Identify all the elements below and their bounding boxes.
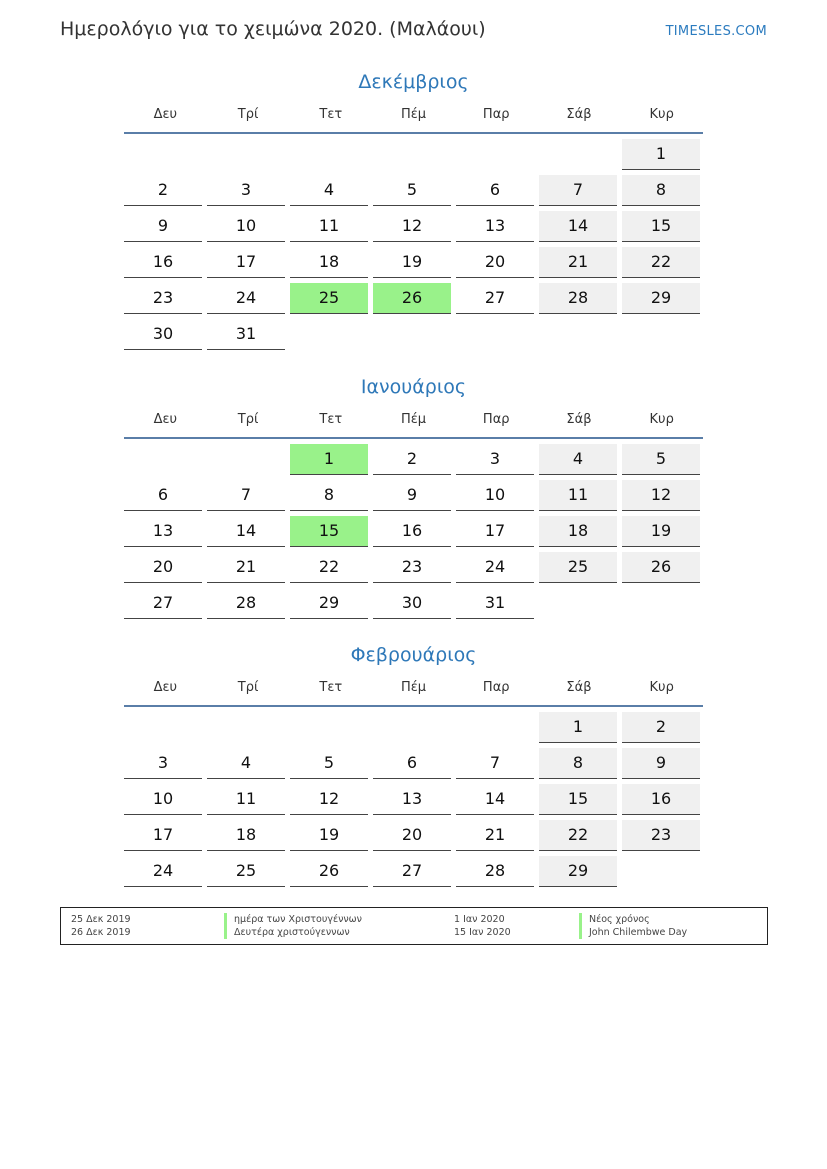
day-cell: 28 xyxy=(207,588,285,619)
day-cell: 7 xyxy=(539,175,617,206)
day-cell: 5 xyxy=(373,175,451,206)
week-row xyxy=(124,283,703,319)
weekday-header xyxy=(124,96,703,134)
day-cell: 3 xyxy=(207,175,285,206)
day-cell: 27 xyxy=(456,283,534,314)
legend-holiday-name: Νέος χρόνος xyxy=(579,913,650,926)
week-row xyxy=(124,444,703,480)
day-cell: 29 xyxy=(290,588,368,619)
legend-holiday-name: John Chilembwe Day xyxy=(579,926,687,939)
day-cell: 17 xyxy=(124,820,202,851)
legend-date: 1 Ιαν 2020 xyxy=(454,914,505,925)
month-calendar xyxy=(124,641,703,892)
empty-day-cell xyxy=(539,319,617,349)
day-cell: 29 xyxy=(622,283,700,314)
week-row xyxy=(124,319,703,355)
legend-date: 25 Δεκ 2019 xyxy=(71,914,131,925)
day-cell: 2 xyxy=(124,175,202,206)
day-cell: 14 xyxy=(207,516,285,547)
day-cell: 16 xyxy=(124,247,202,278)
day-cell: 11 xyxy=(207,784,285,815)
empty-day-cell xyxy=(622,319,700,349)
weekday-label: Σάβ xyxy=(566,106,592,122)
day-cell: 2 xyxy=(622,712,700,743)
day-cell: 18 xyxy=(539,516,617,547)
day-cell: 18 xyxy=(207,820,285,851)
day-cell: 24 xyxy=(207,283,285,314)
day-cell: 11 xyxy=(539,480,617,511)
day-cell: 25 xyxy=(207,856,285,887)
day-cell: 19 xyxy=(622,516,700,547)
week-row xyxy=(124,211,703,247)
day-cell: 1 xyxy=(622,139,700,170)
legend-holiday-name: Δευτέρα χριστούγεννων xyxy=(224,926,350,939)
weekday-label: Τετ xyxy=(319,679,343,695)
day-cell: 14 xyxy=(456,784,534,815)
day-cell: 21 xyxy=(456,820,534,851)
day-cell: 3 xyxy=(124,748,202,779)
day-cell: 5 xyxy=(622,444,700,475)
weekday-label: Πέμ xyxy=(400,411,427,427)
day-cell: 7 xyxy=(456,748,534,779)
week-row xyxy=(124,748,703,784)
day-cell: 4 xyxy=(539,444,617,475)
day-cell: 21 xyxy=(207,552,285,583)
day-cell: 20 xyxy=(124,552,202,583)
day-cell: 6 xyxy=(124,480,202,511)
weekday-label: Τρί xyxy=(237,411,259,427)
day-cell: 22 xyxy=(539,820,617,851)
day-cell: 26 xyxy=(622,552,700,583)
weekday-label: Δευ xyxy=(153,106,178,122)
day-cell: 10 xyxy=(456,480,534,511)
empty-day-cell xyxy=(290,712,368,742)
day-cell: 9 xyxy=(124,211,202,242)
week-row xyxy=(124,480,703,516)
day-cell: 6 xyxy=(456,175,534,206)
week-row xyxy=(124,712,703,748)
day-cell: 18 xyxy=(290,247,368,278)
page-title: Ημερολόγιο για το χειμώνα 2020. (Μαλάουι) xyxy=(60,18,486,40)
week-row xyxy=(124,856,703,892)
day-cell: 5 xyxy=(290,748,368,779)
day-cell: 4 xyxy=(207,748,285,779)
month-name: Δεκέμβριος xyxy=(358,71,469,93)
empty-day-cell xyxy=(207,444,285,474)
day-cell: 10 xyxy=(207,211,285,242)
empty-day-cell xyxy=(207,139,285,169)
empty-day-cell xyxy=(124,712,202,742)
weekday-label: Σάβ xyxy=(566,411,592,427)
weekday-label: Παρ xyxy=(482,106,510,122)
legend-date: 26 Δεκ 2019 xyxy=(71,927,131,938)
empty-day-cell xyxy=(373,139,451,169)
weekday-label: Δευ xyxy=(153,411,178,427)
empty-day-cell xyxy=(290,139,368,169)
weekday-label: Σάβ xyxy=(566,679,592,695)
weekday-label: Τετ xyxy=(319,106,343,122)
week-row xyxy=(124,139,703,175)
day-cell: 27 xyxy=(124,588,202,619)
day-cell: 22 xyxy=(622,247,700,278)
day-cell: 19 xyxy=(373,247,451,278)
weekday-label: Τετ xyxy=(319,411,343,427)
day-cell: 13 xyxy=(456,211,534,242)
empty-day-cell xyxy=(207,712,285,742)
empty-day-cell xyxy=(456,319,534,349)
empty-day-cell xyxy=(373,712,451,742)
day-cell: 27 xyxy=(373,856,451,887)
weekday-label: Δευ xyxy=(153,679,178,695)
day-cell: 13 xyxy=(124,516,202,547)
day-cell: 8 xyxy=(622,175,700,206)
week-row xyxy=(124,516,703,552)
day-cell: 13 xyxy=(373,784,451,815)
day-cell: 9 xyxy=(373,480,451,511)
day-cell: 8 xyxy=(539,748,617,779)
day-cell: 31 xyxy=(456,588,534,619)
weekday-label: Κυρ xyxy=(649,106,674,122)
day-cell: 12 xyxy=(622,480,700,511)
legend-date: 15 Ιαν 2020 xyxy=(454,927,511,938)
empty-day-cell xyxy=(539,139,617,169)
day-cell: 15 xyxy=(622,211,700,242)
empty-day-cell xyxy=(539,588,617,618)
day-cell: 15 xyxy=(290,516,368,547)
weeks xyxy=(124,439,703,624)
day-cell: 24 xyxy=(124,856,202,887)
day-cell: 14 xyxy=(539,211,617,242)
day-cell: 12 xyxy=(290,784,368,815)
day-cell: 28 xyxy=(456,856,534,887)
weekday-label: Παρ xyxy=(482,411,510,427)
day-cell: 6 xyxy=(373,748,451,779)
day-cell: 17 xyxy=(207,247,285,278)
day-cell: 23 xyxy=(373,552,451,583)
empty-day-cell xyxy=(124,444,202,474)
day-cell: 1 xyxy=(290,444,368,475)
day-cell: 8 xyxy=(290,480,368,511)
day-cell: 23 xyxy=(124,283,202,314)
day-cell: 25 xyxy=(539,552,617,583)
day-cell: 30 xyxy=(124,319,202,350)
month-calendar xyxy=(124,68,703,355)
day-cell: 26 xyxy=(290,856,368,887)
day-cell: 17 xyxy=(456,516,534,547)
day-cell: 12 xyxy=(373,211,451,242)
day-cell: 11 xyxy=(290,211,368,242)
holiday-legend xyxy=(60,907,768,945)
day-cell: 15 xyxy=(539,784,617,815)
day-cell: 30 xyxy=(373,588,451,619)
month-name: Ιανουάριος xyxy=(360,376,467,398)
day-cell: 29 xyxy=(539,856,617,887)
day-cell: 31 xyxy=(207,319,285,350)
empty-day-cell xyxy=(622,588,700,618)
weekday-label: Παρ xyxy=(482,679,510,695)
month-calendar xyxy=(124,373,703,624)
day-cell: 22 xyxy=(290,552,368,583)
day-cell: 10 xyxy=(124,784,202,815)
week-row xyxy=(124,552,703,588)
day-cell: 20 xyxy=(456,247,534,278)
empty-day-cell xyxy=(124,139,202,169)
day-cell: 25 xyxy=(290,283,368,314)
weekday-label: Τρί xyxy=(237,106,259,122)
day-cell: 28 xyxy=(539,283,617,314)
day-cell: 1 xyxy=(539,712,617,743)
weeks xyxy=(124,134,703,355)
empty-day-cell xyxy=(290,319,368,349)
day-cell: 7 xyxy=(207,480,285,511)
empty-day-cell xyxy=(373,319,451,349)
day-cell: 24 xyxy=(456,552,534,583)
empty-day-cell xyxy=(622,856,700,886)
weekday-label: Κυρ xyxy=(649,679,674,695)
day-cell: 16 xyxy=(373,516,451,547)
day-cell: 4 xyxy=(290,175,368,206)
week-row xyxy=(124,588,703,624)
week-row xyxy=(124,820,703,856)
day-cell: 23 xyxy=(622,820,700,851)
weekday-header xyxy=(124,401,703,439)
day-cell: 16 xyxy=(622,784,700,815)
weeks xyxy=(124,707,703,892)
day-cell: 21 xyxy=(539,247,617,278)
empty-day-cell xyxy=(456,139,534,169)
day-cell: 19 xyxy=(290,820,368,851)
empty-day-cell xyxy=(456,712,534,742)
week-row xyxy=(124,784,703,820)
day-cell: 3 xyxy=(456,444,534,475)
weekday-label: Πέμ xyxy=(400,106,427,122)
legend-holiday-name: ημέρα των Χριστουγέννων xyxy=(224,913,362,926)
weekday-label: Τρί xyxy=(237,679,259,695)
day-cell: 9 xyxy=(622,748,700,779)
month-name: Φεβρουάριος xyxy=(350,644,477,666)
weekday-header xyxy=(124,669,703,707)
site-link[interactable]: TIMESLES.COM xyxy=(665,24,767,39)
day-cell: 26 xyxy=(373,283,451,314)
weekday-label: Κυρ xyxy=(649,411,674,427)
weekday-label: Πέμ xyxy=(400,679,427,695)
week-row xyxy=(124,175,703,211)
day-cell: 2 xyxy=(373,444,451,475)
day-cell: 20 xyxy=(373,820,451,851)
week-row xyxy=(124,247,703,283)
